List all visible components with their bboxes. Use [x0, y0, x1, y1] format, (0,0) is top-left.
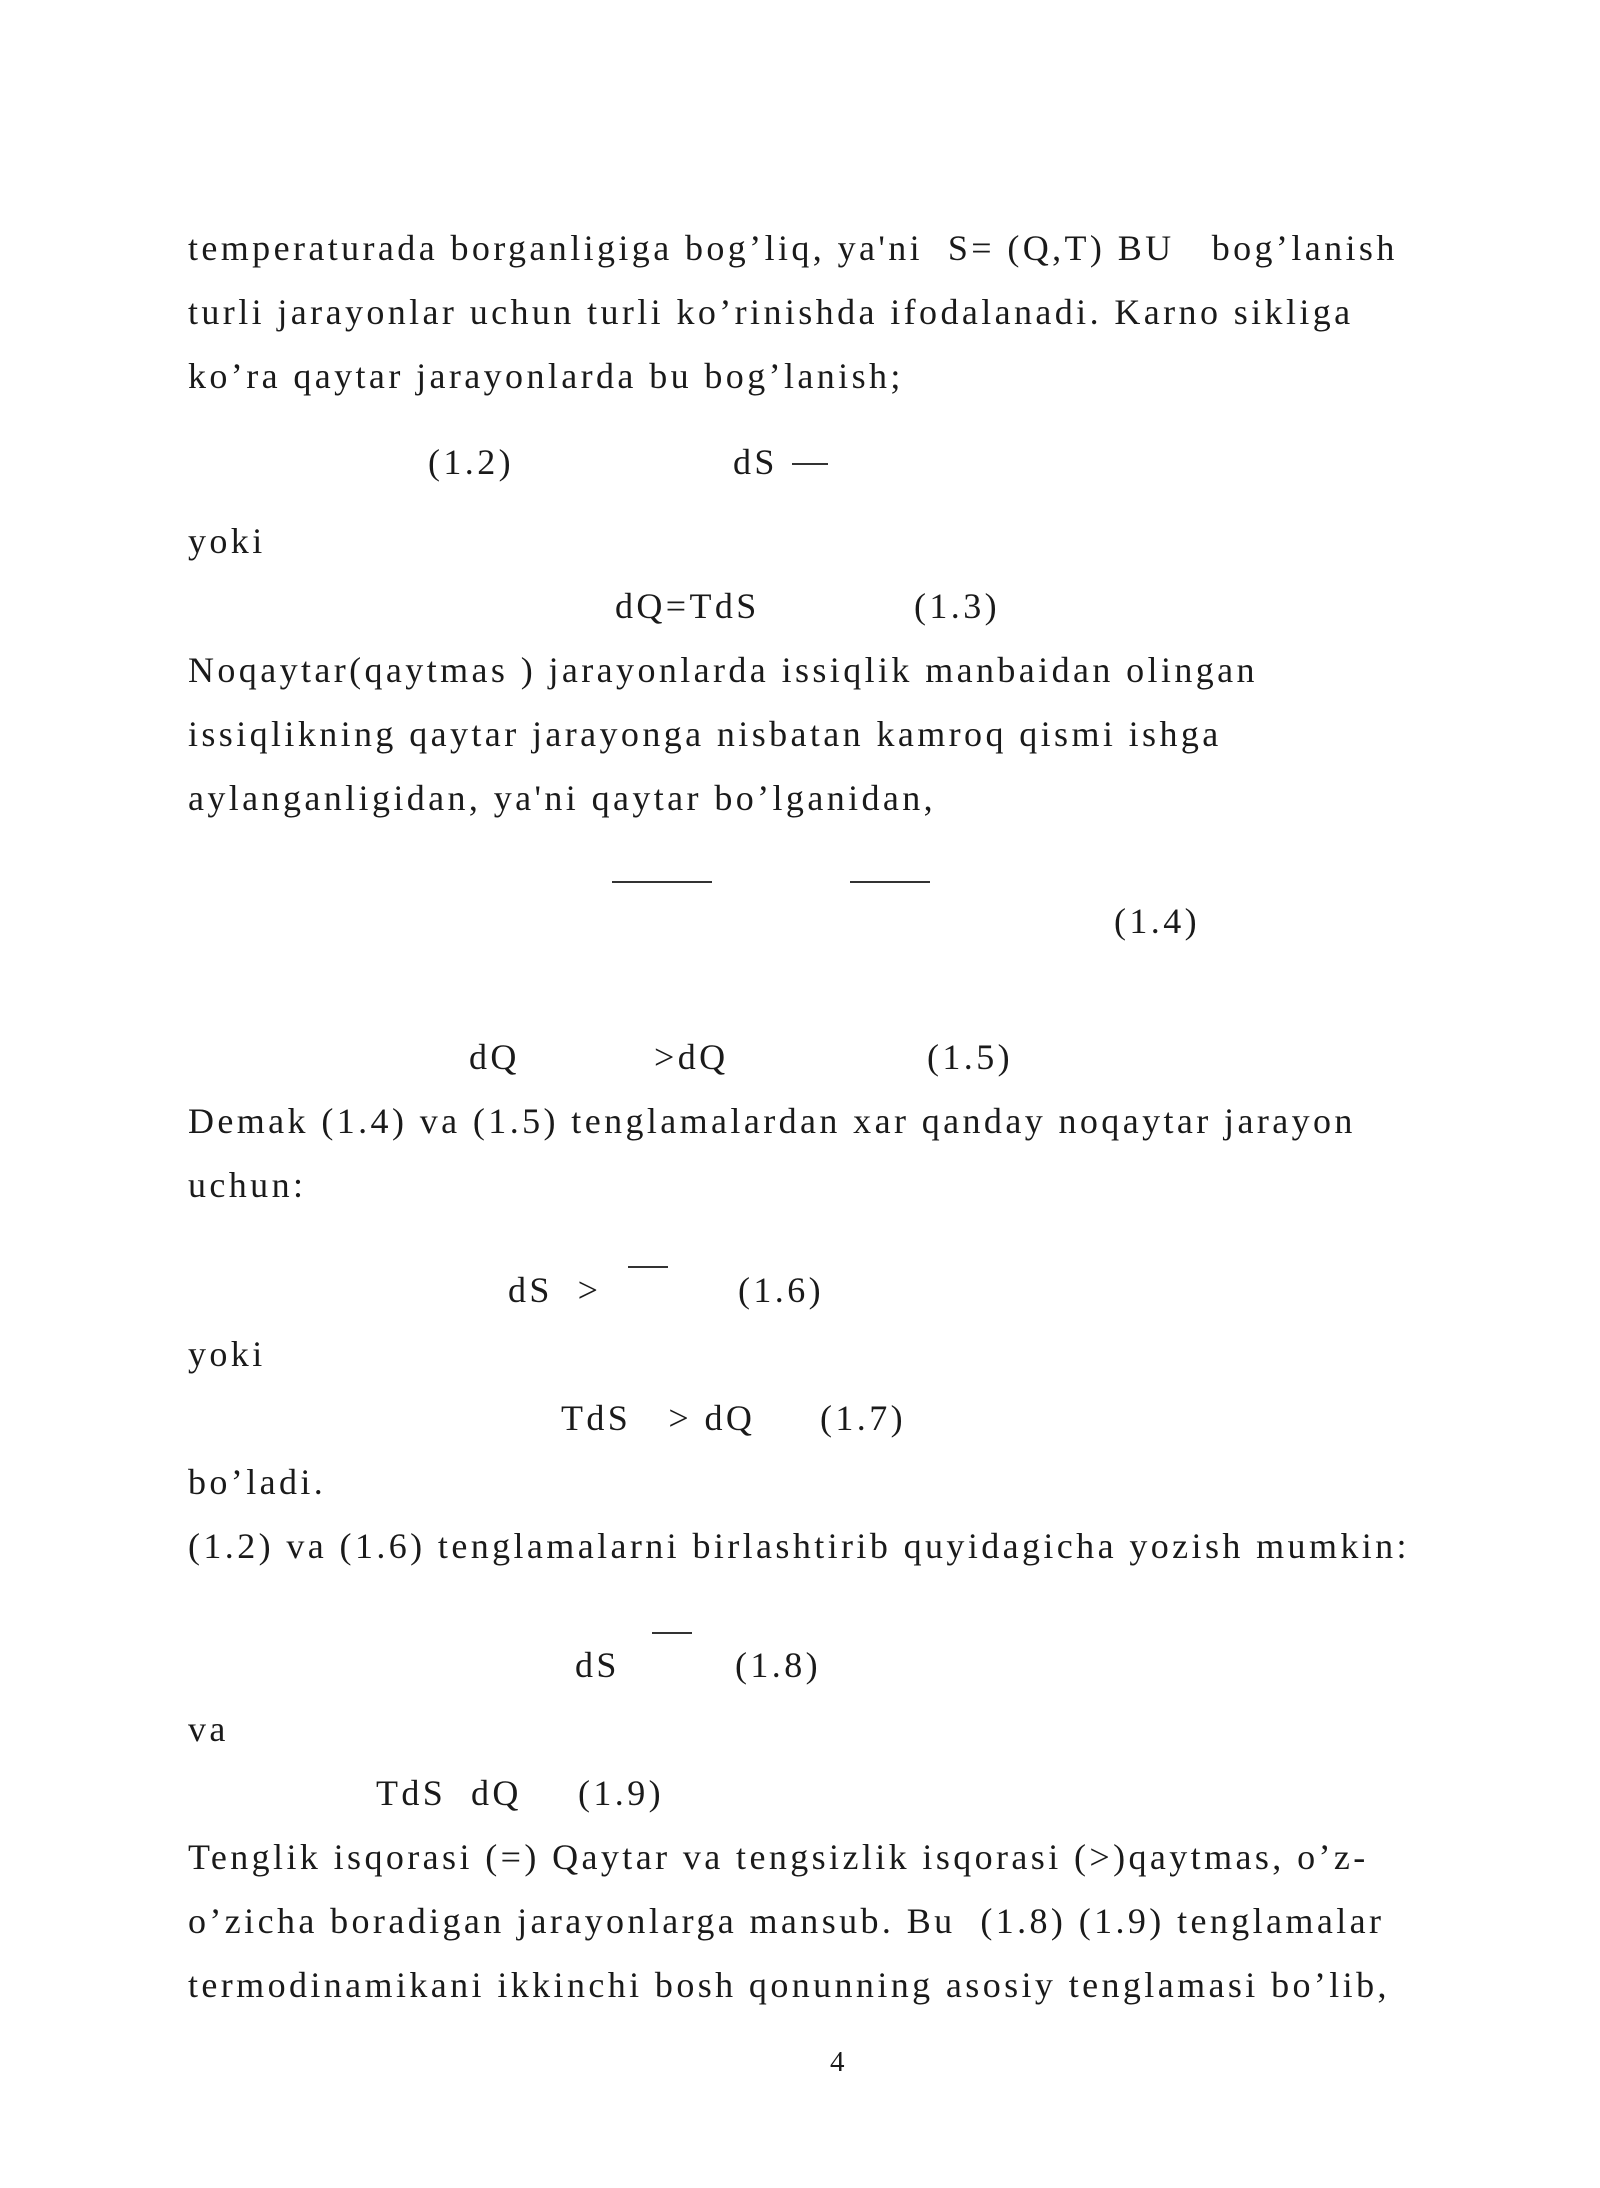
body-line-7: Demak (1.4) va (1.5) tenglamalardan xar qanday noqaytar jarayon	[188, 1101, 1356, 1141]
page-number: 4	[830, 2046, 845, 2078]
body-line-yoki-2: yoki	[188, 1334, 266, 1374]
fraction-bar	[652, 1632, 692, 1634]
body-line-yoki-1: yoki	[188, 521, 266, 561]
equation-1-5-left: dQ	[469, 1037, 520, 1077]
fraction-bar	[850, 881, 930, 883]
equation-number-1-9: (1.9)	[578, 1773, 664, 1813]
fraction-bar	[628, 1266, 668, 1268]
equation-number-1-2: (1.2)	[428, 442, 514, 482]
body-line-13: o’zicha boradigan jarayonlarga mansub. Bu (1.8) (1.9) tenglamalar	[188, 1901, 1385, 1941]
equation-number-1-7: (1.7)	[820, 1398, 906, 1438]
fraction-bar	[612, 881, 712, 883]
equation-1-5-right: >dQ	[654, 1037, 729, 1077]
equation-1-9: TdS dQ	[376, 1773, 522, 1813]
body-line-11: va	[188, 1709, 229, 1749]
fraction-bar	[792, 463, 828, 465]
body-line-9: bo’ladi.	[188, 1462, 327, 1502]
body-line-3: ko’ra qaytar jarayonlarda bu bog’lanish;	[188, 356, 904, 396]
body-line-2: turli jarayonlar uchun turli ko’rinishda ifodalanadi. Karno sikliga	[188, 292, 1354, 332]
body-line-4: Noqaytar(qaytmas ) jarayonlarda issiqlik manbaidan olingan	[188, 650, 1258, 690]
equation-1-2-ds: dS	[733, 442, 778, 482]
body-line-5: issiqlikning qaytar jarayonga nisbatan kamroq qismi ishga	[188, 714, 1222, 754]
body-line-6: aylanganligidan, ya'ni qaytar bo’lganidan,	[188, 778, 937, 818]
equation-number-1-4: (1.4)	[1114, 901, 1200, 941]
body-line-1: temperaturada borganligiga bog’liq, ya'ni S= (Q,T) BU bog’lanish	[188, 228, 1398, 268]
equation-number-1-8: (1.8)	[735, 1645, 821, 1685]
equation-1-3: dQ=TdS	[615, 586, 760, 626]
equation-1-8: dS	[575, 1645, 620, 1685]
equation-number-1-6: (1.6)	[738, 1270, 824, 1310]
equation-number-1-3: (1.3)	[914, 586, 1000, 626]
equation-1-7: TdS > dQ	[561, 1398, 756, 1438]
equation-number-1-5: (1.5)	[927, 1037, 1013, 1077]
body-line-10: (1.2) va (1.6) tenglamalarni birlashtirib quyidagicha yozish mumkin:	[188, 1526, 1410, 1566]
body-line-8: uchun:	[188, 1165, 307, 1205]
body-line-12: Tenglik isqorasi (=) Qaytar va tengsizlik isqorasi (>)qaytmas, o’z-	[188, 1837, 1369, 1877]
body-line-14: termodinamikani ikkinchi bosh qonunning asosiy tenglamasi bo’lib,	[188, 1965, 1390, 2005]
equation-1-6: dS >	[508, 1270, 602, 1310]
